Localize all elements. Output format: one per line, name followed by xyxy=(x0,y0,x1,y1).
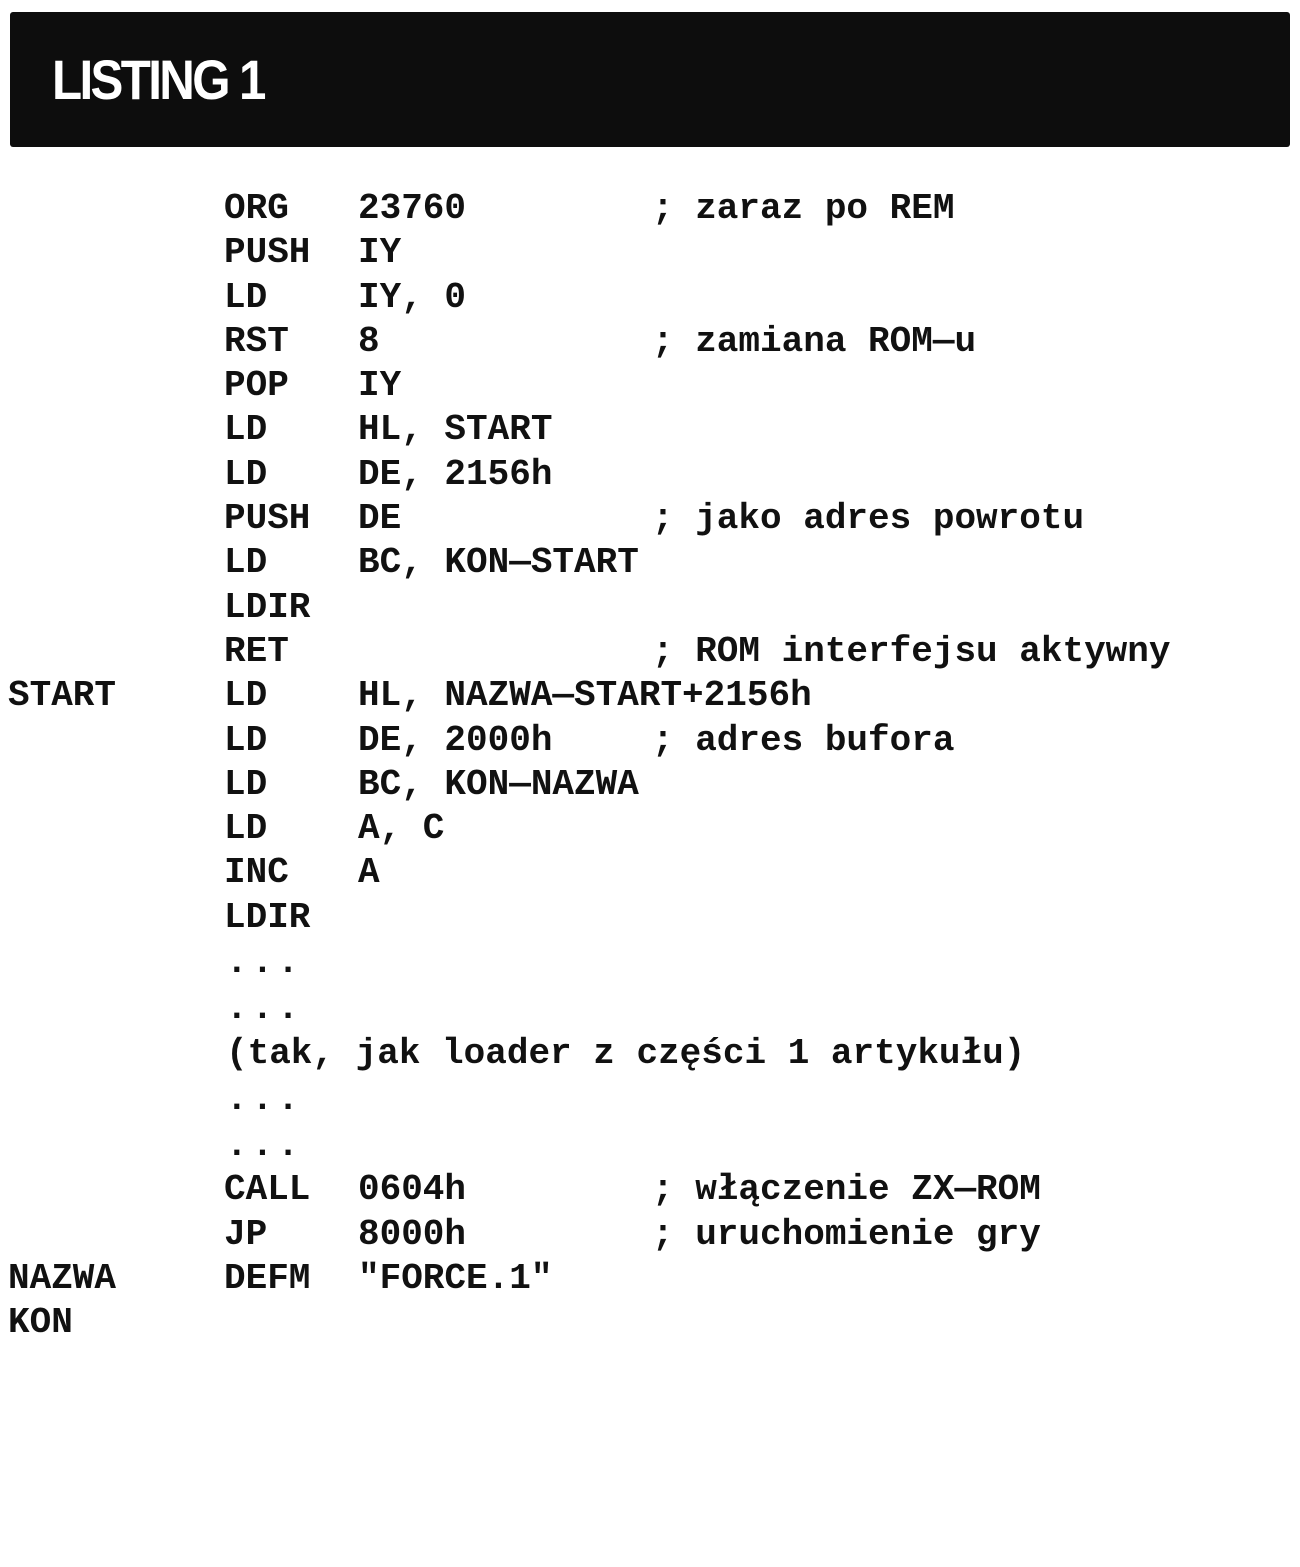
code-label: START xyxy=(8,675,117,717)
code-opcode: RST xyxy=(224,320,289,362)
ellipsis: ... xyxy=(226,987,303,1029)
code-opcode: CALL xyxy=(224,1169,311,1211)
code-label: KON xyxy=(8,1302,73,1344)
code-line xyxy=(0,719,1300,763)
ellipsis: ... xyxy=(226,1124,303,1166)
code-operand: IY xyxy=(358,232,402,274)
code-line xyxy=(0,851,1300,895)
code-line xyxy=(0,1213,1300,1257)
code-line xyxy=(0,763,1300,807)
code-line xyxy=(0,630,1300,674)
code-comment: ; włączenie ZX—ROM xyxy=(652,1169,1041,1211)
listing-title: LISTING 1 xyxy=(52,48,264,111)
code-opcode: LD xyxy=(224,675,268,717)
code-opcode: LD xyxy=(224,276,268,318)
code-line xyxy=(0,674,1300,718)
code-operand: IY xyxy=(358,365,402,407)
code-opcode: POP xyxy=(224,365,289,407)
code-opcode: DEFM xyxy=(224,1258,311,1300)
code-line xyxy=(0,1168,1300,1212)
code-line xyxy=(0,497,1300,541)
code-operand: BC, KON—NAZWA xyxy=(358,763,639,805)
code-opcode: PUSH xyxy=(224,232,311,274)
code-opcode: PUSH xyxy=(224,498,311,540)
code-operand: 8 xyxy=(358,320,380,362)
code-operand: DE, 2156h xyxy=(358,453,553,495)
code-line xyxy=(0,807,1300,851)
code-opcode: LDIR xyxy=(224,586,311,628)
code-opcode: LD xyxy=(224,763,268,805)
ellipsis: ... xyxy=(226,1079,303,1121)
code-opcode: JP xyxy=(224,1213,268,1255)
code-label: NAZWA xyxy=(8,1258,117,1300)
code-opcode: LD xyxy=(224,453,268,495)
code-line xyxy=(0,364,1300,408)
code-comment: ; ROM interfejsu aktywny xyxy=(652,630,1171,672)
code-line xyxy=(0,408,1300,452)
code-operand: DE xyxy=(358,498,402,540)
ellipsis-line xyxy=(0,1077,1300,1123)
code-operand: BC, KON—START xyxy=(358,542,639,584)
code-opcode: LD xyxy=(224,542,268,584)
code-opcode: RET xyxy=(224,630,289,672)
code-comment: ; uruchomienie gry xyxy=(652,1213,1041,1255)
code-operand: 23760 xyxy=(358,188,467,229)
code-opcode: ORG xyxy=(224,188,289,229)
ellipsis: ... xyxy=(226,942,303,984)
ellipsis-line xyxy=(0,1123,1300,1169)
code-line xyxy=(0,453,1300,497)
code-operand: HL, START xyxy=(358,409,553,451)
code-operand: DE, 2000h xyxy=(358,719,553,761)
code-listing xyxy=(0,187,1300,1346)
code-opcode: INC xyxy=(224,852,289,894)
code-line xyxy=(0,1257,1300,1301)
code-operand: "FORCE.1" xyxy=(358,1258,553,1300)
code-line xyxy=(0,1301,1300,1345)
code-operand: IY, 0 xyxy=(358,276,467,318)
note-line xyxy=(0,1031,1300,1077)
code-opcode: LD xyxy=(224,808,268,850)
ellipsis-line xyxy=(0,940,1300,986)
code-operand: A xyxy=(358,852,380,894)
code-comment: ; adres bufora xyxy=(652,719,955,761)
code-comment: ; jako adres powrotu xyxy=(652,498,1085,540)
code-operand: 8000h xyxy=(358,1213,467,1255)
code-operand: 0604h xyxy=(358,1169,467,1211)
code-opcode: LD xyxy=(224,719,268,761)
code-comment: ; zamiana ROM—u xyxy=(652,320,977,362)
code-line xyxy=(0,187,1300,231)
code-line xyxy=(0,276,1300,320)
code-line xyxy=(0,896,1300,940)
code-operand: A, C xyxy=(358,808,445,850)
code-opcode: LD xyxy=(224,409,268,451)
code-line xyxy=(0,231,1300,275)
listing-note: (tak, jak loader z części 1 artykułu) xyxy=(226,1033,1026,1075)
code-line xyxy=(0,541,1300,585)
code-line xyxy=(0,586,1300,630)
code-comment: ; zaraz po REM xyxy=(652,188,955,229)
code-line xyxy=(0,320,1300,364)
code-opcode: LDIR xyxy=(224,896,311,938)
code-operand: HL, NAZWA—START+2156h xyxy=(358,675,812,717)
ellipsis-line xyxy=(0,986,1300,1032)
